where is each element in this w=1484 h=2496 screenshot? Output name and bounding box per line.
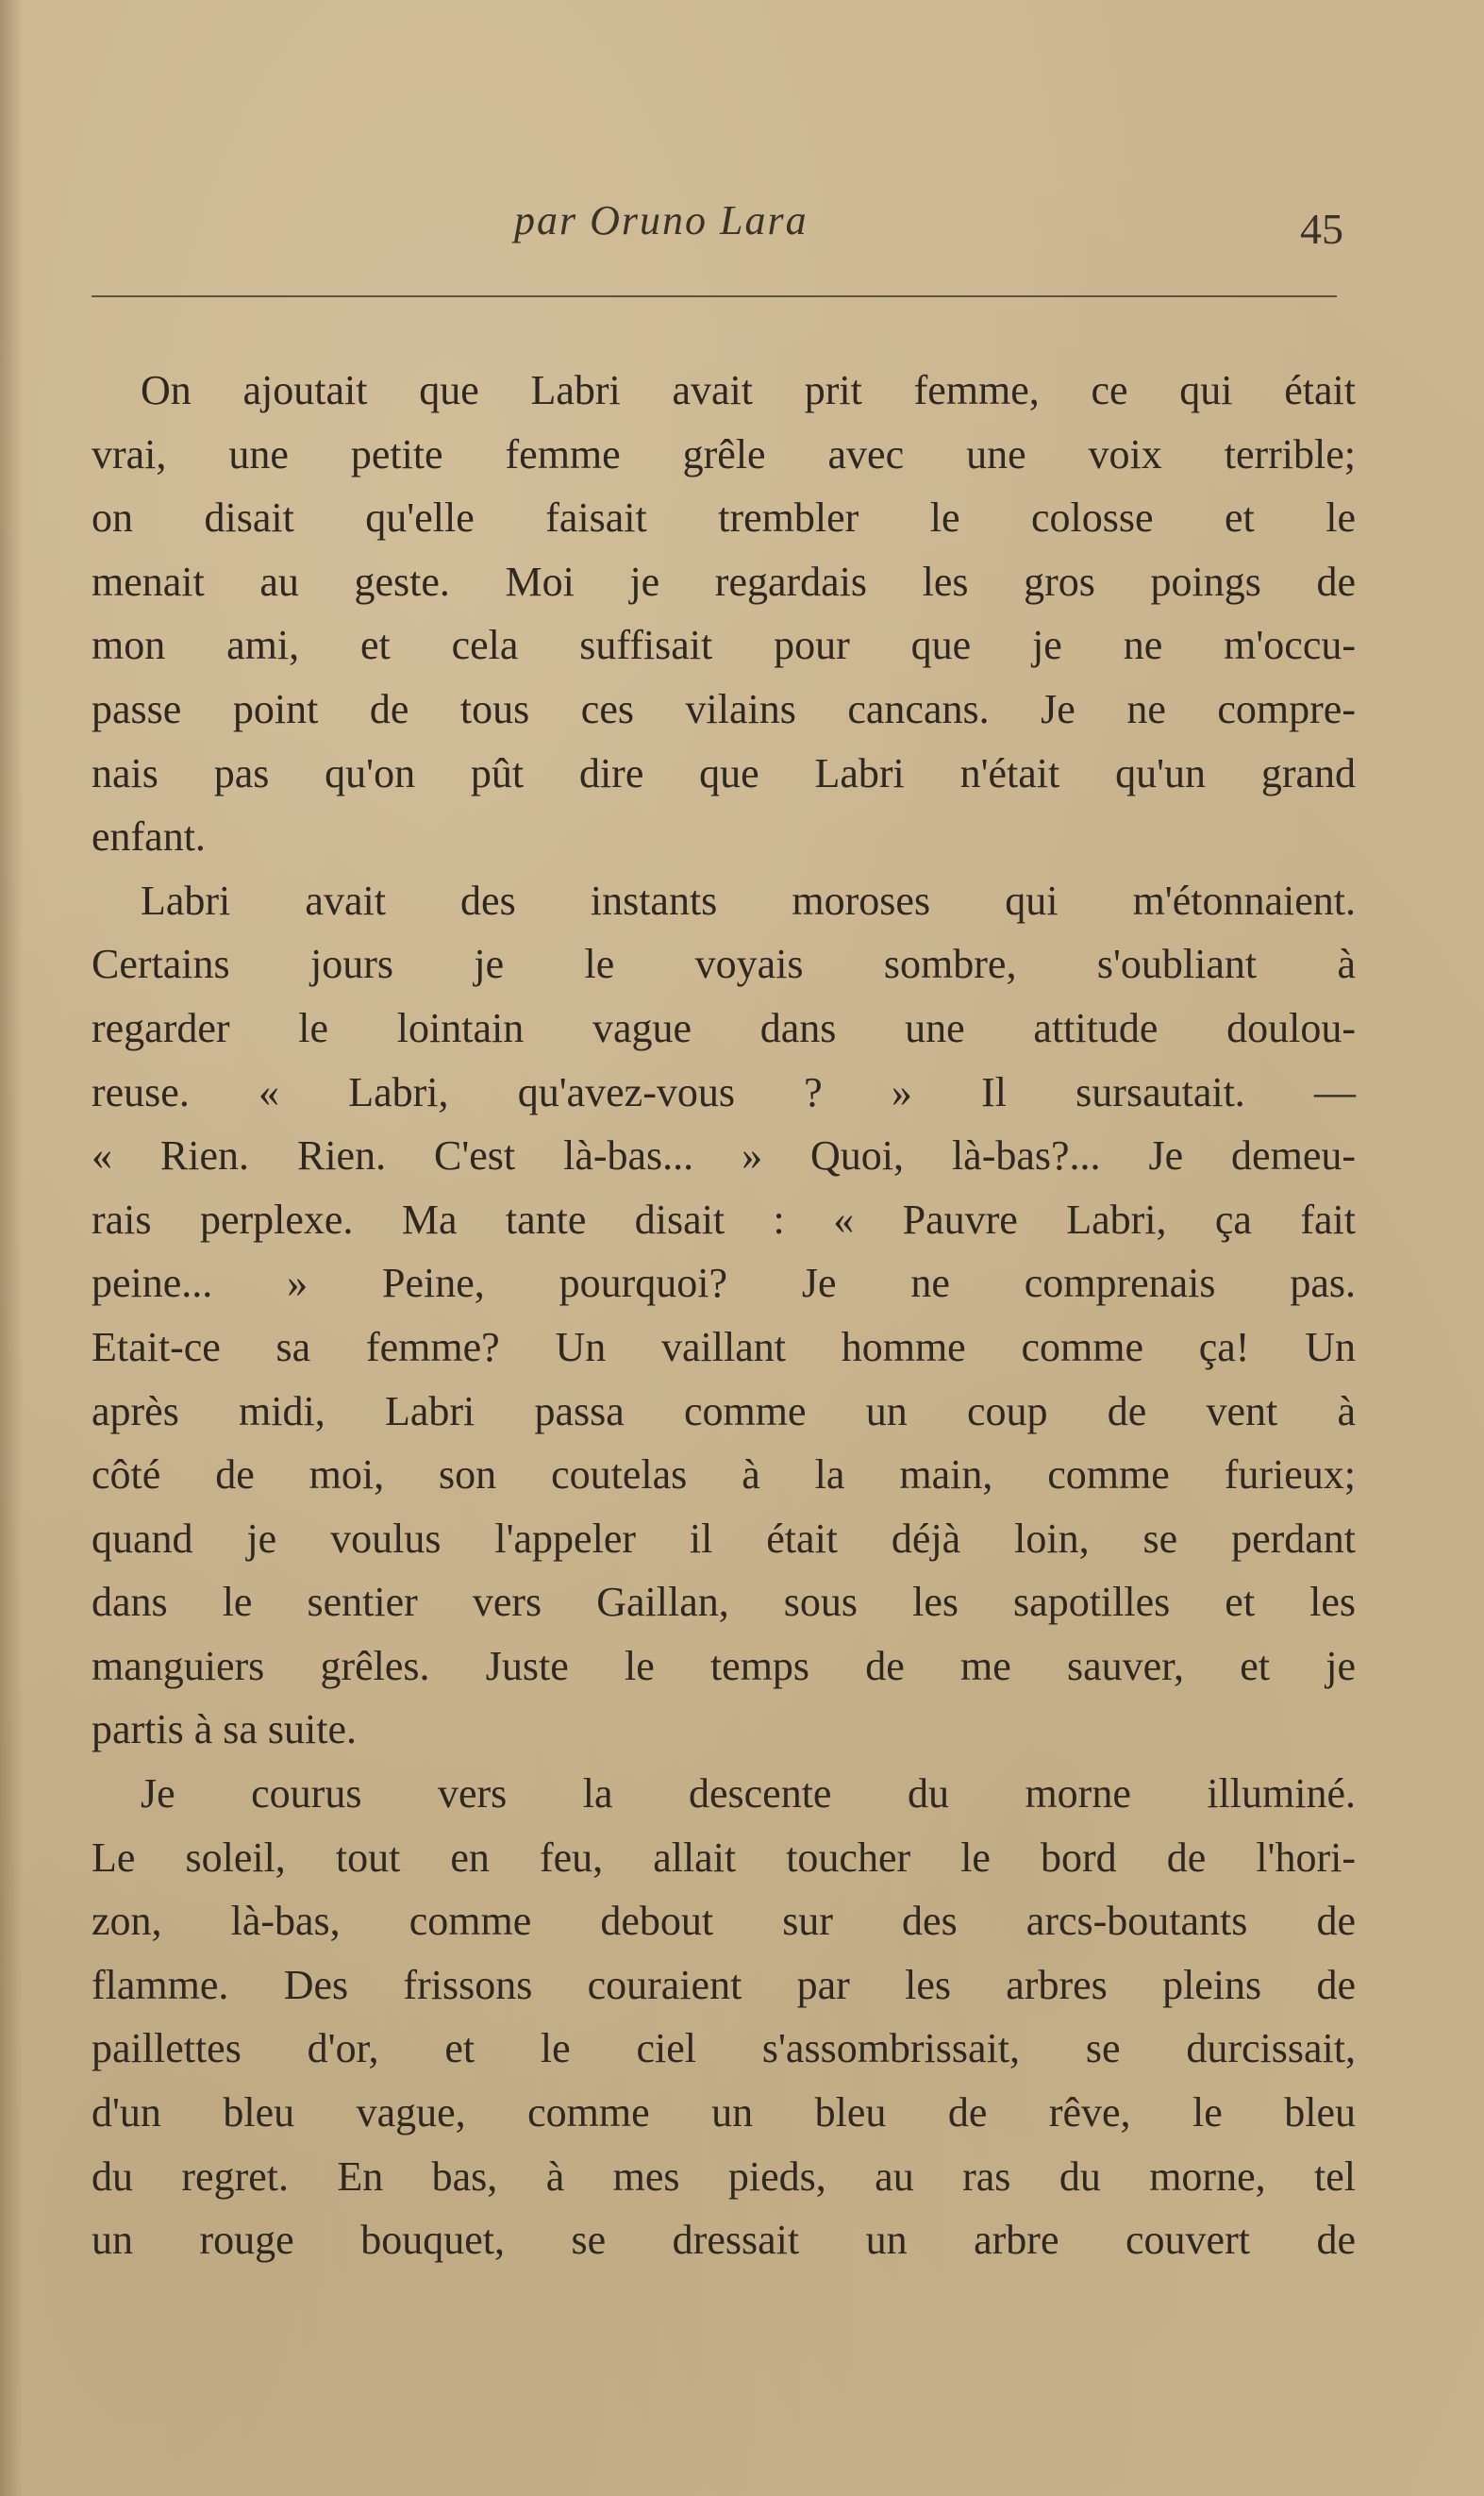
- text-line: flamme. Des frissons couraient par les arbres pleins de: [92, 1961, 1356, 2008]
- text-line: Labri avait des instants moroses qui m'étonnaient.: [141, 877, 1356, 924]
- text-line: quand je voulus l'appeler il était déjà loin, se perdant: [92, 1515, 1356, 1562]
- running-head: [0, 196, 1484, 262]
- text-line: du regret. En bas, à mes pieds, au ras du morne, tel: [92, 2153, 1356, 2200]
- text-line: « Rien. Rien. C'est là-bas... » Quoi, là-bas?... Je demeu-: [92, 1132, 1356, 1180]
- text-line: d'un bleu vague, comme un bleu de rêve, le bleu: [92, 2089, 1356, 2136]
- text-line: zon, là-bas, comme debout sur des arcs-boutants de: [92, 1898, 1356, 1945]
- text-line: nais pas qu'on pût dire que Labri n'était qu'un grand: [92, 749, 1356, 796]
- text-line: dans le sentier vers Gaillan, sous les sapotilles et les: [92, 1579, 1356, 1626]
- text-line: un rouge bouquet, se dressait un arbre couvert de: [92, 2217, 1356, 2264]
- text-line: Le soleil, tout en feu, allait toucher le bord de l'hori-: [92, 1834, 1356, 1881]
- text-line: menait au geste. Moi je regardais les gros poings de: [92, 558, 1356, 605]
- text-line: paillettes d'or, et le ciel s'assombrissait, se durcissait,: [92, 2025, 1356, 2072]
- text-line: on disait qu'elle faisait trembler le colosse et le: [92, 494, 1356, 542]
- text-line: enfant.: [92, 813, 206, 861]
- text-line: après midi, Labri passa comme un coup de vent à: [92, 1387, 1356, 1434]
- text-line: manguiers grêles. Juste le temps de me sauver, et je: [92, 1642, 1356, 1689]
- text-line: regarder le lointain vague dans une attitude doulou-: [92, 1004, 1356, 1051]
- text-line: vrai, une petite femme grêle avec une voix terrible;: [92, 430, 1356, 477]
- text-line: Certains jours je le voyais sombre, s'oubliant à: [92, 941, 1356, 988]
- page-number: 45: [1300, 205, 1343, 253]
- text-line: rais perplexe. Ma tante disait : « Pauvre Labri, ça fait: [92, 1196, 1356, 1243]
- text-line: côté de moi, son coutelas à la main, comme furieux;: [92, 1451, 1356, 1499]
- text-line: partis à sa suite.: [92, 1706, 358, 1753]
- header-rule: [92, 295, 1337, 297]
- text-line: On ajoutait que Labri avait prit femme, ce qui était: [141, 367, 1356, 413]
- body-text: [92, 359, 1356, 2272]
- running-title: par Oruno Lara: [514, 197, 809, 243]
- text-line: Je courus vers la descente du morne illuminé.: [141, 1770, 1356, 1818]
- text-line: peine... » Peine, pourquoi? Je ne comprenais pas.: [92, 1260, 1356, 1307]
- text-line: Etait-ce sa femme? Un vaillant homme comme ça! Un: [92, 1323, 1356, 1370]
- text-line: reuse. « Labri, qu'avez-vous ? » Il sursautait. —: [92, 1068, 1356, 1115]
- text-line: mon ami, et cela suffisait pour que je ne m'occu-: [92, 622, 1356, 669]
- text-line: passe point de tous ces vilains cancans. Je ne compre-: [92, 685, 1356, 732]
